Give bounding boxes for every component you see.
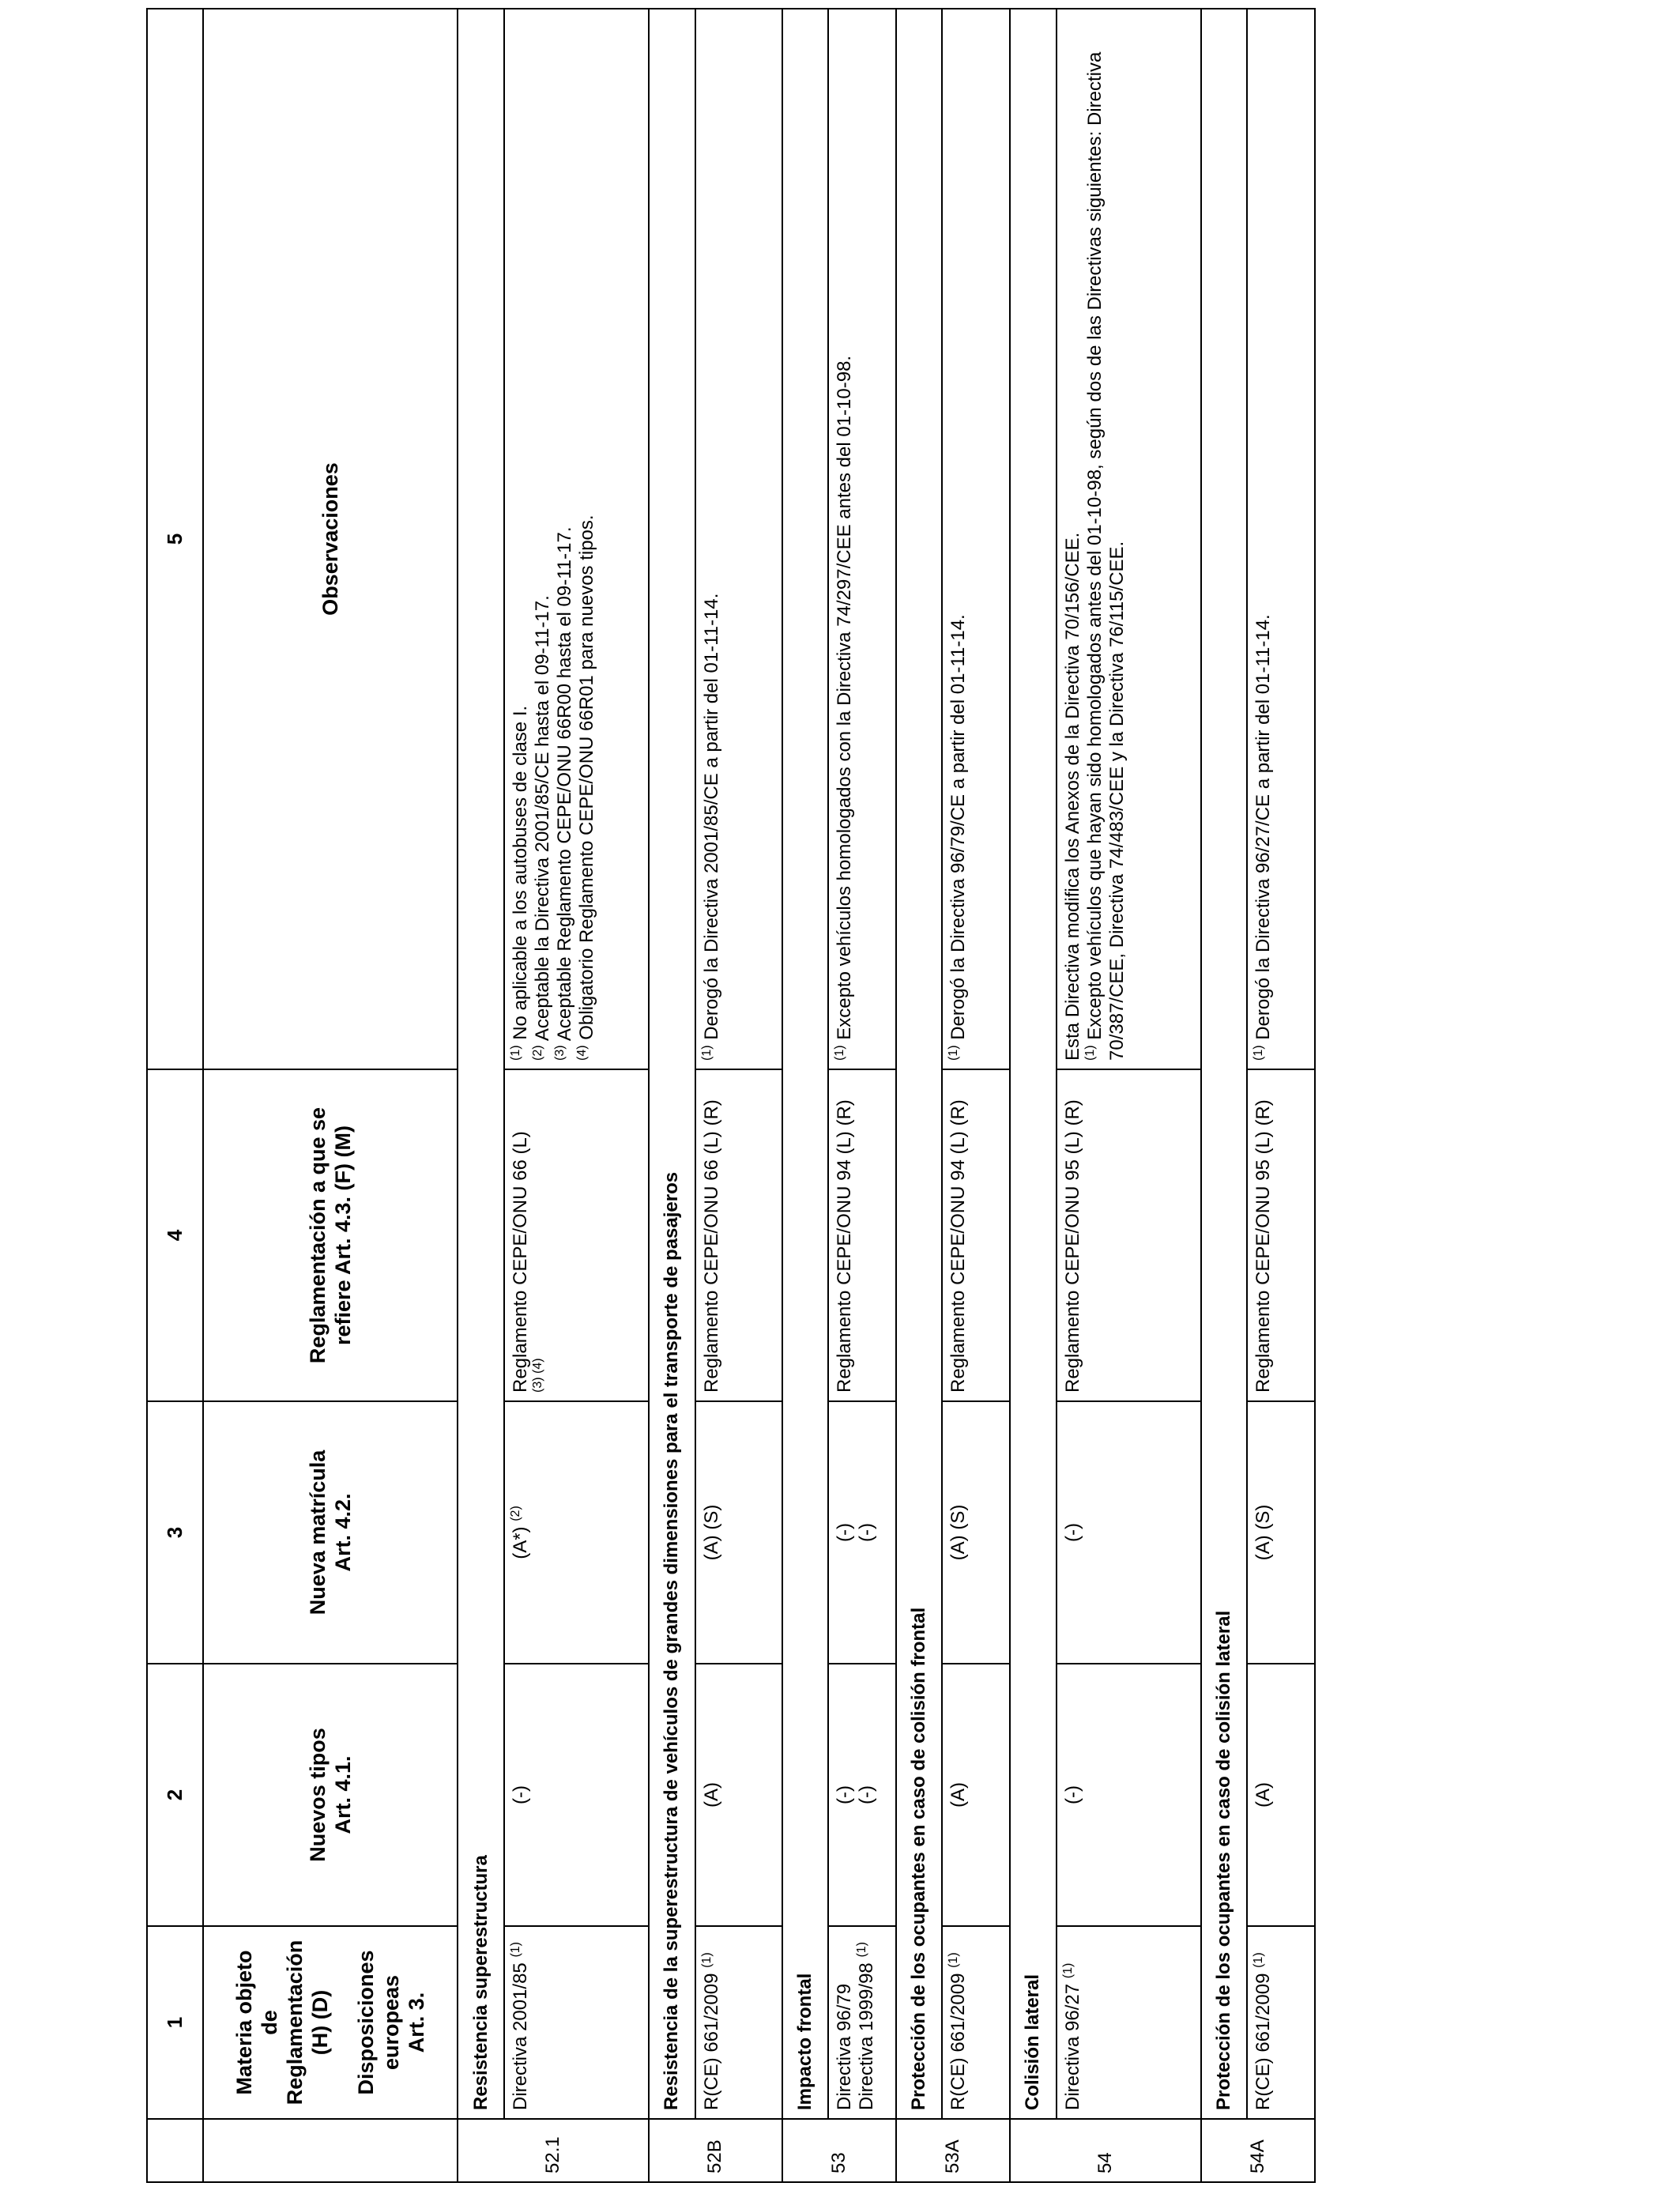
new-types-cell: (-)	[1057, 1664, 1201, 1926]
col1-line1: Materia objeto de	[232, 1950, 282, 2095]
code-col-header	[203, 2119, 458, 2182]
col-number-3: 3	[147, 1401, 203, 1664]
note: $^{(1)}$ No aplicable a los autobuses de clase I.	[508, 705, 531, 1061]
section-title: Resistencia de la superestructura de vehículos de grandes dimensiones para el transporte de pasajeros	[649, 9, 695, 2119]
regulation-cell: Reglamento CEPE/ONU 94 (L) (R)	[942, 1069, 1010, 1401]
disposition-cell: R(CE) 661/2009 $^{(1)}$	[1247, 1926, 1315, 2119]
observations-cell	[828, 9, 896, 1069]
col-number-5: 5	[147, 9, 203, 1069]
col2-line1: Nuevos tipos	[306, 1728, 330, 1862]
disposition-cell: Directiva 96/79 Directiva 1999/98 $^{(1)}$	[828, 1926, 896, 2119]
new-types-cell: (A)	[1247, 1664, 1315, 1926]
disposition-cell: R(CE) 661/2009 $^{(1)}$	[695, 1926, 782, 2119]
col-number-1: 1	[147, 1926, 203, 2119]
new-types-cell: (-) (-)	[828, 1664, 896, 1926]
col1-line4: Art. 3.	[405, 1992, 429, 2053]
section-title: Colisión lateral	[1010, 9, 1057, 2119]
disposition-cell: R(CE) 661/2009 $^{(1)}$	[942, 1926, 1010, 2119]
table-row	[1247, 9, 1315, 2182]
note: $^{(2)}$ Aceptable la Directiva 2001/85/CE hasta el 09-11-17.	[530, 595, 553, 1061]
regulation-cell: Reglamento CEPE/ONU 95 (L) (R)	[1057, 1069, 1201, 1401]
row-code: 53A	[896, 2119, 1010, 2182]
table-row	[942, 9, 1010, 2182]
disposition-cell: Directiva 2001/85 $^{(1)}$	[504, 1926, 649, 2119]
table-row	[504, 9, 649, 2182]
regulation-cell: Reglamento CEPE/ONU 66 (L) $^{(3) (4)}$	[504, 1069, 649, 1401]
observations-cell	[1247, 9, 1315, 1069]
section-title-row	[458, 9, 504, 2182]
note: $^{(1)}$ Excepto vehículos homologados con la Directiva 74/297/CEE antes del 01-10-98.	[833, 355, 856, 1061]
section-title: Impacto frontal	[782, 9, 829, 2119]
new-registration-cell: (A) (S)	[942, 1401, 1010, 1664]
col-number-4: 4	[147, 1069, 203, 1401]
note: $^{(4)}$ Obligatorio Reglamento CEPE/ONU 66R01 para nuevos tipos.	[574, 515, 597, 1061]
note: $^{(1)}$ Excepto vehículos que hayan sido homologados antes del 01-10-98, según dos de las Directivas siguientes: Directiva 70/387/CEE, Directiva 74/483/CEE y la Directiva 76/115/CEE.	[1083, 51, 1128, 1061]
new-registration-cell: (A*) $^{(2)}$	[504, 1401, 649, 1664]
note: $^{(1)}$ Derogó la Directiva 96/79/CE a partir del 01-11-14.	[947, 614, 970, 1061]
table-row	[828, 9, 896, 2182]
row-code: 54A	[1201, 2119, 1315, 2182]
section-title-row	[649, 9, 695, 2182]
section-title-row	[1010, 9, 1057, 2182]
new-types-cell: (-)	[504, 1664, 649, 1926]
table-row	[1057, 9, 1201, 2182]
new-types-cell: (A)	[942, 1664, 1010, 1926]
table-row	[695, 9, 782, 2182]
section-title: Protección de los ocupantes en caso de colisión lateral	[1201, 9, 1248, 2119]
col1-line3: Disposiciones europeas	[354, 1950, 404, 2095]
new-registration-cell: (A) (S)	[695, 1401, 782, 1664]
regulation-cell: Reglamento CEPE/ONU 95 (L) (R)	[1247, 1069, 1315, 1401]
row-code: 53	[782, 2119, 896, 2182]
col-header-2	[203, 1664, 458, 1926]
section-title: Protección de los ocupantes en caso de colisión frontal	[896, 9, 943, 2119]
column-number-row	[147, 9, 203, 2182]
col4-line1: Reglamentación a que se	[306, 1106, 330, 1364]
observations-cell	[695, 9, 782, 1069]
col2-line2: Art. 4.1.	[331, 1755, 356, 1834]
new-registration-cell: (A) (S)	[1247, 1401, 1315, 1664]
note-intro: Esta Directiva modifica los Anexos de la Directiva 70/156/CEE.	[1061, 532, 1083, 1061]
section-title-row	[782, 9, 829, 2182]
observations-cell	[1057, 9, 1201, 1069]
col3-line1: Nueva matrícula	[306, 1449, 330, 1615]
observations-cell	[504, 9, 649, 1069]
col-header-3	[203, 1401, 458, 1664]
col-number-2: 2	[147, 1664, 203, 1926]
section-title-row	[1201, 9, 1248, 2182]
row-code: 54	[1010, 2119, 1201, 2182]
code-col-number	[147, 2119, 203, 2182]
observations-cell	[942, 9, 1010, 1069]
col3-line2: Art. 4.2.	[331, 1493, 356, 1572]
row-code: 52.1	[458, 2119, 649, 2182]
row-code: 52B	[649, 2119, 782, 2182]
section-title: Resistencia superestructura	[458, 9, 504, 2119]
new-registration-cell: (-) (-)	[828, 1401, 896, 1664]
regulation-table	[146, 8, 1316, 2183]
col4-line2: refiere Art. 4.3. (F) (M)	[331, 1125, 356, 1346]
rotated-table-wrapper	[146, 9, 1316, 2183]
note: $^{(3)}$ Aceptable Reglamento CEPE/ONU 66R00 hasta el 09-11-17.	[552, 526, 575, 1061]
col-header-4	[203, 1069, 458, 1401]
section-title-row	[896, 9, 943, 2182]
regulation-cell: Reglamento CEPE/ONU 66 (L) (R)	[695, 1069, 782, 1401]
regulation-cell: Reglamento CEPE/ONU 94 (L) (R)	[828, 1069, 896, 1401]
disposition-cell: Directiva 96/27 $^{(1)}$	[1057, 1926, 1201, 2119]
note: $^{(1)}$ Derogó la Directiva 2001/85/CE a partir del 01-11-14.	[699, 593, 722, 1061]
col-header-1	[203, 1926, 458, 2119]
col-header-5: Observaciones	[203, 9, 458, 1069]
new-types-cell: (A)	[695, 1664, 782, 1926]
new-registration-cell: (-)	[1057, 1401, 1201, 1664]
note: $^{(1)}$ Derogó la Directiva 96/27/CE a partir del 01-11-14.	[1252, 614, 1275, 1061]
column-header-row	[203, 9, 458, 2182]
col1-line2: Reglamentación (H) (D)	[283, 1940, 333, 2105]
